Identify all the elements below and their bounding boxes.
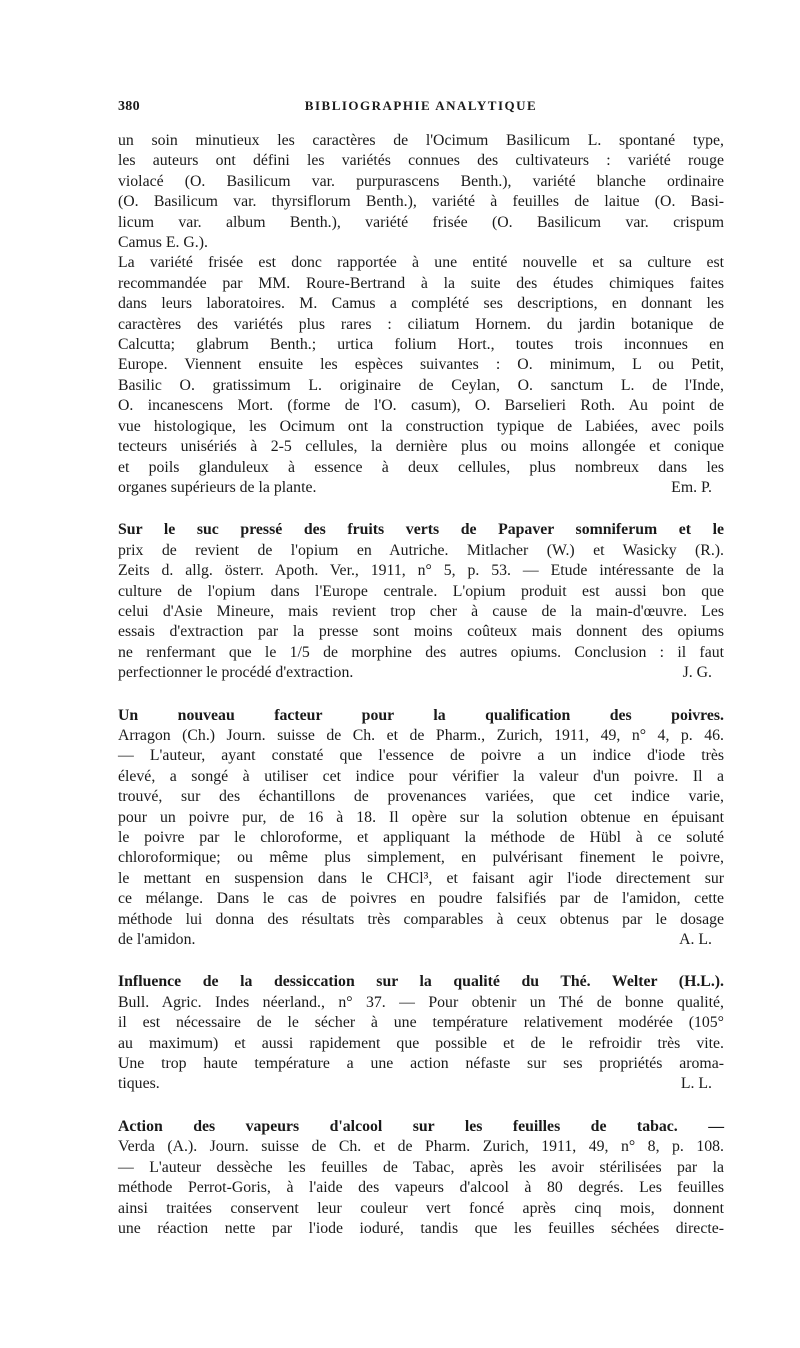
page-number: 380 bbox=[118, 99, 140, 114]
text-line: essais d'extraction par la presse sont moins coûteux mais donnent des opiums bbox=[118, 623, 724, 641]
text-line: (O. Basilicum var. thyrsiflorum Benth.), variété à feuilles de laitue (O. Basi- bbox=[118, 193, 724, 211]
text-line: il est nécessaire de le sécher à une température relativement modérée (105° bbox=[118, 1014, 724, 1032]
text-line: Basilic O. gratissimum L. originaire de Ceylan, O. sanctum L. de l'Inde, bbox=[118, 376, 724, 394]
text-line: celui d'Asie Mineure, mais revient trop cher à cause de la main-d'œuvre. Les bbox=[118, 602, 724, 620]
text-line-content: de l'amidon. bbox=[118, 931, 196, 949]
text-line bbox=[118, 1074, 724, 1094]
text-line: — L'auteur dessèche les feuilles de Tabac, après les avoir stérilisées par la bbox=[118, 1158, 724, 1176]
article-title: Un nouveau facteur pour la qualification des poivres. bbox=[118, 706, 724, 724]
text-line: O. incanescens Mort. (forme de l'O. casum), O. Barselieri Roth. Au point de bbox=[118, 397, 724, 415]
text-line: une réaction nette par l'iode ioduré, tandis que les feuilles séchées directe- bbox=[118, 1219, 724, 1237]
text-line: Une trop haute température a une action néfaste sur ses propriétés aroma- bbox=[118, 1055, 724, 1073]
author-signature: J. G. bbox=[682, 664, 712, 682]
text-line: Zeits d. allg. österr. Apoth. Ver., 1911, n° 5, p. 53. — Etude intéressante de la bbox=[118, 562, 724, 580]
text-line: le poivre par le chloroforme, et appliquant la méthode de Hübl à ce soluté bbox=[118, 829, 724, 846]
text-line: Europe. Viennent ensuite les espèces suivantes : O. minimum, L ou Petit, bbox=[118, 356, 724, 374]
article-title: Influence de la dessiccation sur la qualité du Thé. Welter (H.L.). bbox=[118, 973, 724, 991]
article-poivres bbox=[118, 706, 724, 951]
text-line: licum var. album Benth.), variété frisée (O. Basilicum var. crispum bbox=[118, 213, 724, 231]
text-line bbox=[118, 478, 724, 498]
text-line: Arragon (Ch.) Journ. suisse de Ch. et de Pharm., Zurich, 1911, 49, n° 4, p. 46. bbox=[118, 726, 724, 744]
text-line: ce mélange. Dans le cas de poivres en poudre falsifiés par de l'amidon, cette bbox=[118, 890, 724, 908]
text-line: Calcutta; glabrum Benth.; urtica folium Hort., toutes trois inconnues en bbox=[118, 336, 724, 354]
text-line: caractères des variétés plus rares : ciliatum Hornem. du jardin botanique de bbox=[118, 315, 724, 333]
text-line: ne renfermant que le 1/5 de morphine des autres opiums. Conclusion : il faut bbox=[118, 643, 724, 661]
text-line: La variété frisée est donc rapportée à une entité nouvelle et sa culture est bbox=[118, 254, 724, 272]
text-line: élevé, a songé à utiliser cet indice pour vérifier la valeur d'un poivre. Il a bbox=[118, 767, 724, 785]
article-tabac bbox=[118, 1117, 724, 1239]
author-signature: A. L. bbox=[679, 931, 712, 949]
text-line: — L'auteur, ayant constaté que l'essence de poivre a un indice d'iode très bbox=[118, 747, 724, 765]
text-line-content: perfectionner le procédé d'extraction. bbox=[118, 664, 354, 682]
page-header bbox=[118, 96, 724, 118]
text-line: culture de l'opium dans l'Europe centrale. L'opium produit est aussi bon que bbox=[118, 582, 724, 600]
text-line: et poils glanduleux à essence à deux cellules, plus nombreux dans les bbox=[118, 458, 724, 476]
text-line: un soin minutieux les caractères de l'Ocimum Basilicum L. spontané type, bbox=[118, 132, 724, 149]
text-line: prix de revient de l'opium en Autriche. Mitlacher (W.) et Wasicky (R.). bbox=[118, 541, 724, 559]
text-line: trouvé, sur des échantillons de provenances variées, que cet indice varie, bbox=[118, 788, 724, 806]
article-title: Sur le suc pressé des fruits verts de Papaver somniferum et le bbox=[118, 521, 724, 539]
text-line: Verda (A.). Journ. suisse de Ch. et de Pharm. Zurich, 1911, 49, n° 8, p. 108. bbox=[118, 1138, 724, 1156]
running-title: BIBLIOGRAPHIE ANALYTIQUE bbox=[304, 98, 538, 113]
text-line: méthode Perrot-Goris, à l'aide des vapeurs d'alcool à 80 degrés. Les feuilles bbox=[118, 1179, 724, 1197]
text-line: Camus E. G.). bbox=[118, 234, 208, 252]
text-line-content: tiques. bbox=[118, 1075, 160, 1093]
text-line bbox=[118, 930, 724, 950]
text-line: ainsi traitées conservent leur couleur vert foncé après cinq mois, donnent bbox=[118, 1199, 724, 1217]
author-signature: Em. P. bbox=[671, 478, 712, 496]
text-line: le mettant en suspension dans le CHCl³, et faisant agir l'iode directement sur bbox=[118, 869, 724, 887]
article-the bbox=[118, 972, 724, 1094]
text-line: les auteurs ont défini les variétés connues des cultivateurs : variété rouge bbox=[118, 152, 724, 170]
text-line-content: organes supérieurs de la plante. bbox=[118, 478, 317, 496]
document-page bbox=[118, 96, 724, 1239]
author-signature: L. L. bbox=[680, 1075, 712, 1093]
text-line: au maximum) et aussi rapidement que possible et de le refroidir très vite. bbox=[118, 1034, 724, 1052]
text-line: dans leurs laboratoires. M. Camus a complété ses descriptions, en donnant les bbox=[118, 295, 724, 313]
text-line: méthode lui donna des résultats très comparables à ceux obtenus par le dosage bbox=[118, 910, 724, 928]
text-line: violacé (O. Basilicum var. purpurascens Benth.), variété blanche ordinaire bbox=[118, 172, 724, 190]
text-line: recommandée par MM. Roure-Bertrand à la suite des études chimiques faites bbox=[118, 274, 724, 292]
text-line: Bull. Agric. Indes néerland., n° 37. — Pour obtenir un Thé de bonne qualité, bbox=[118, 993, 724, 1011]
text-line bbox=[118, 663, 724, 683]
text-line: tecteurs unisériés à 2-5 cellules, la dernière plus ou moins allongée et conique bbox=[118, 438, 724, 456]
article-papaver bbox=[118, 520, 724, 683]
intro-paragraph bbox=[118, 131, 724, 498]
text-line: chloroformique; ou même plus simplement, en pulvérisant finement le poivre, bbox=[118, 849, 724, 867]
text-line: vue histologique, les Ocimum ont la construction typique de Labiées, avec poils bbox=[118, 417, 724, 435]
article-title: Action des vapeurs d'alcool sur les feuilles de tabac. — bbox=[118, 1117, 724, 1135]
text-line: pour un poivre pur, de 16 à 18. Il opère sur la solution obtenue en épuisant bbox=[118, 808, 724, 826]
